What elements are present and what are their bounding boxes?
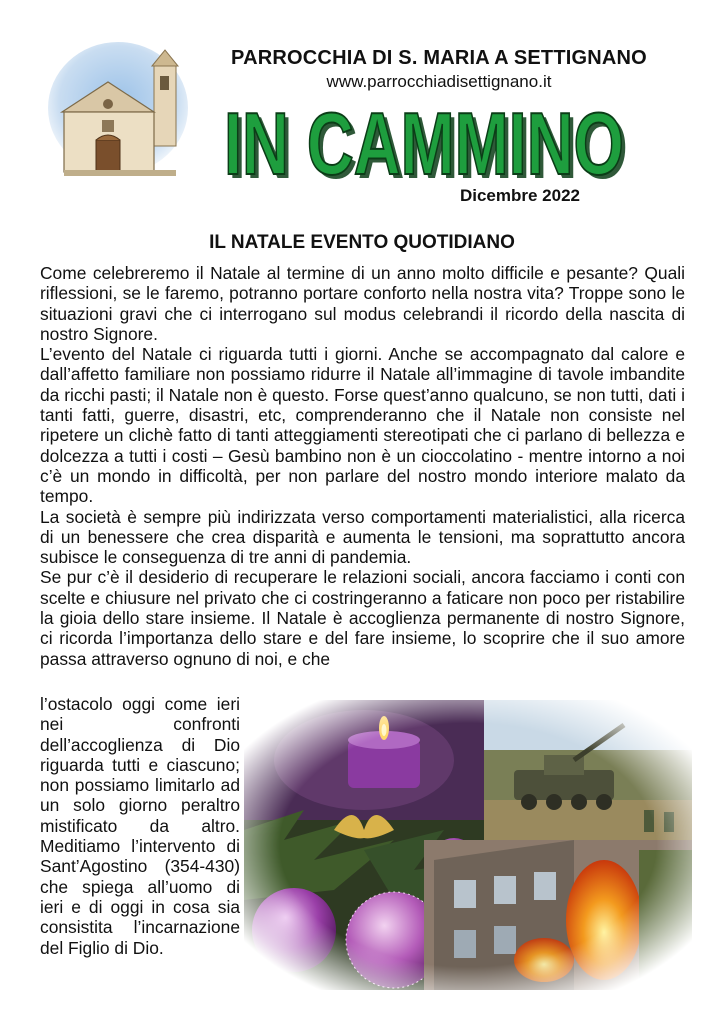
article-body [40, 263, 685, 669]
paragraph: Se pur c’è il desiderio di recuperare le relazioni sociali, ancora facciamo i conti con scelte e chiusure nel privato che ci costringeranno a faticare non poco per ristabilire la gioia dello stare insieme. Il Natale è accoglienza permanente di nostro Signore, ci ricorda l’importanza dello stare e del fare insieme, lo scoprire che il suo amore passa attraverso ognuno di noi, e che [40, 567, 685, 669]
paragraph: Come celebreremo il Natale al termine di un anno molto difficile e pesante? Quali riflessioni, se le faremo, potranno portare conforto nella nostra vita? Troppe sono le situazioni gravi che ci interrogano sul modus celebrandi il ricordo della nascita di nostro Signore. [40, 263, 685, 344]
parish-name: PARROCCHIA DI S. MARIA A SETTIGNANO [231, 47, 647, 69]
masthead-title [210, 94, 640, 186]
church-illustration [46, 42, 190, 182]
paragraph: L’evento del Natale ci riguarda tutti i giorni. Anche se accompagnato dal calore e dall’affetto familiare non possiamo ridurre il Natale all’immagine di tavole imbandite da ricchi pasti; il Natale non è questo. Forse quest’anno qualcuno, se non tutti, dati i tanti fatti, guerre, disastri, etc, comprenderanno che il Natale non consiste nel ripetere un clichè fatto di tanti atteggiamenti stereotipati che ci parlano di bellezza e dolcezza a tutti i costi – Gesù bambino non è un cioccolatino - mentre intorno a noi c’è un mondo in difficoltà, per non parlare del nostro mondo interiore malato da tempo. [40, 344, 685, 507]
masthead-shadow: IN CAMMINO [228, 98, 628, 186]
masthead-text: IN CAMMINO [224, 94, 624, 186]
issue-date: Dicembre 2022 [459, 186, 580, 205]
article-continuation: l’ostacolo oggi come ieri nei confronti dell’accoglienza di Dio riguarda tutti e ciascuno; non possiamo limitarlo ad un solo giorno peraltro mistificato da altro. Meditiamo l’intervento di Sant’Agostino (354-430) che spiega all’uomo di ieri e di oggi in cosa sia consistita l’incarnazione del Figlio di Dio. [40, 694, 240, 958]
paragraph: La società è sempre più indirizzata verso comportamenti materialistici, alla ricerca di un benessere che crea disparità e aumenta le tensioni, ma soprattutto ancora subisce le conseguenza di tre anni di pandemia. [40, 506, 685, 568]
christmas-war-collage [244, 700, 692, 990]
website-url[interactable]: www.parrocchiadisettignano.it [326, 72, 552, 91]
article-title: IL NATALE EVENTO QUOTIDIANO [209, 232, 515, 253]
